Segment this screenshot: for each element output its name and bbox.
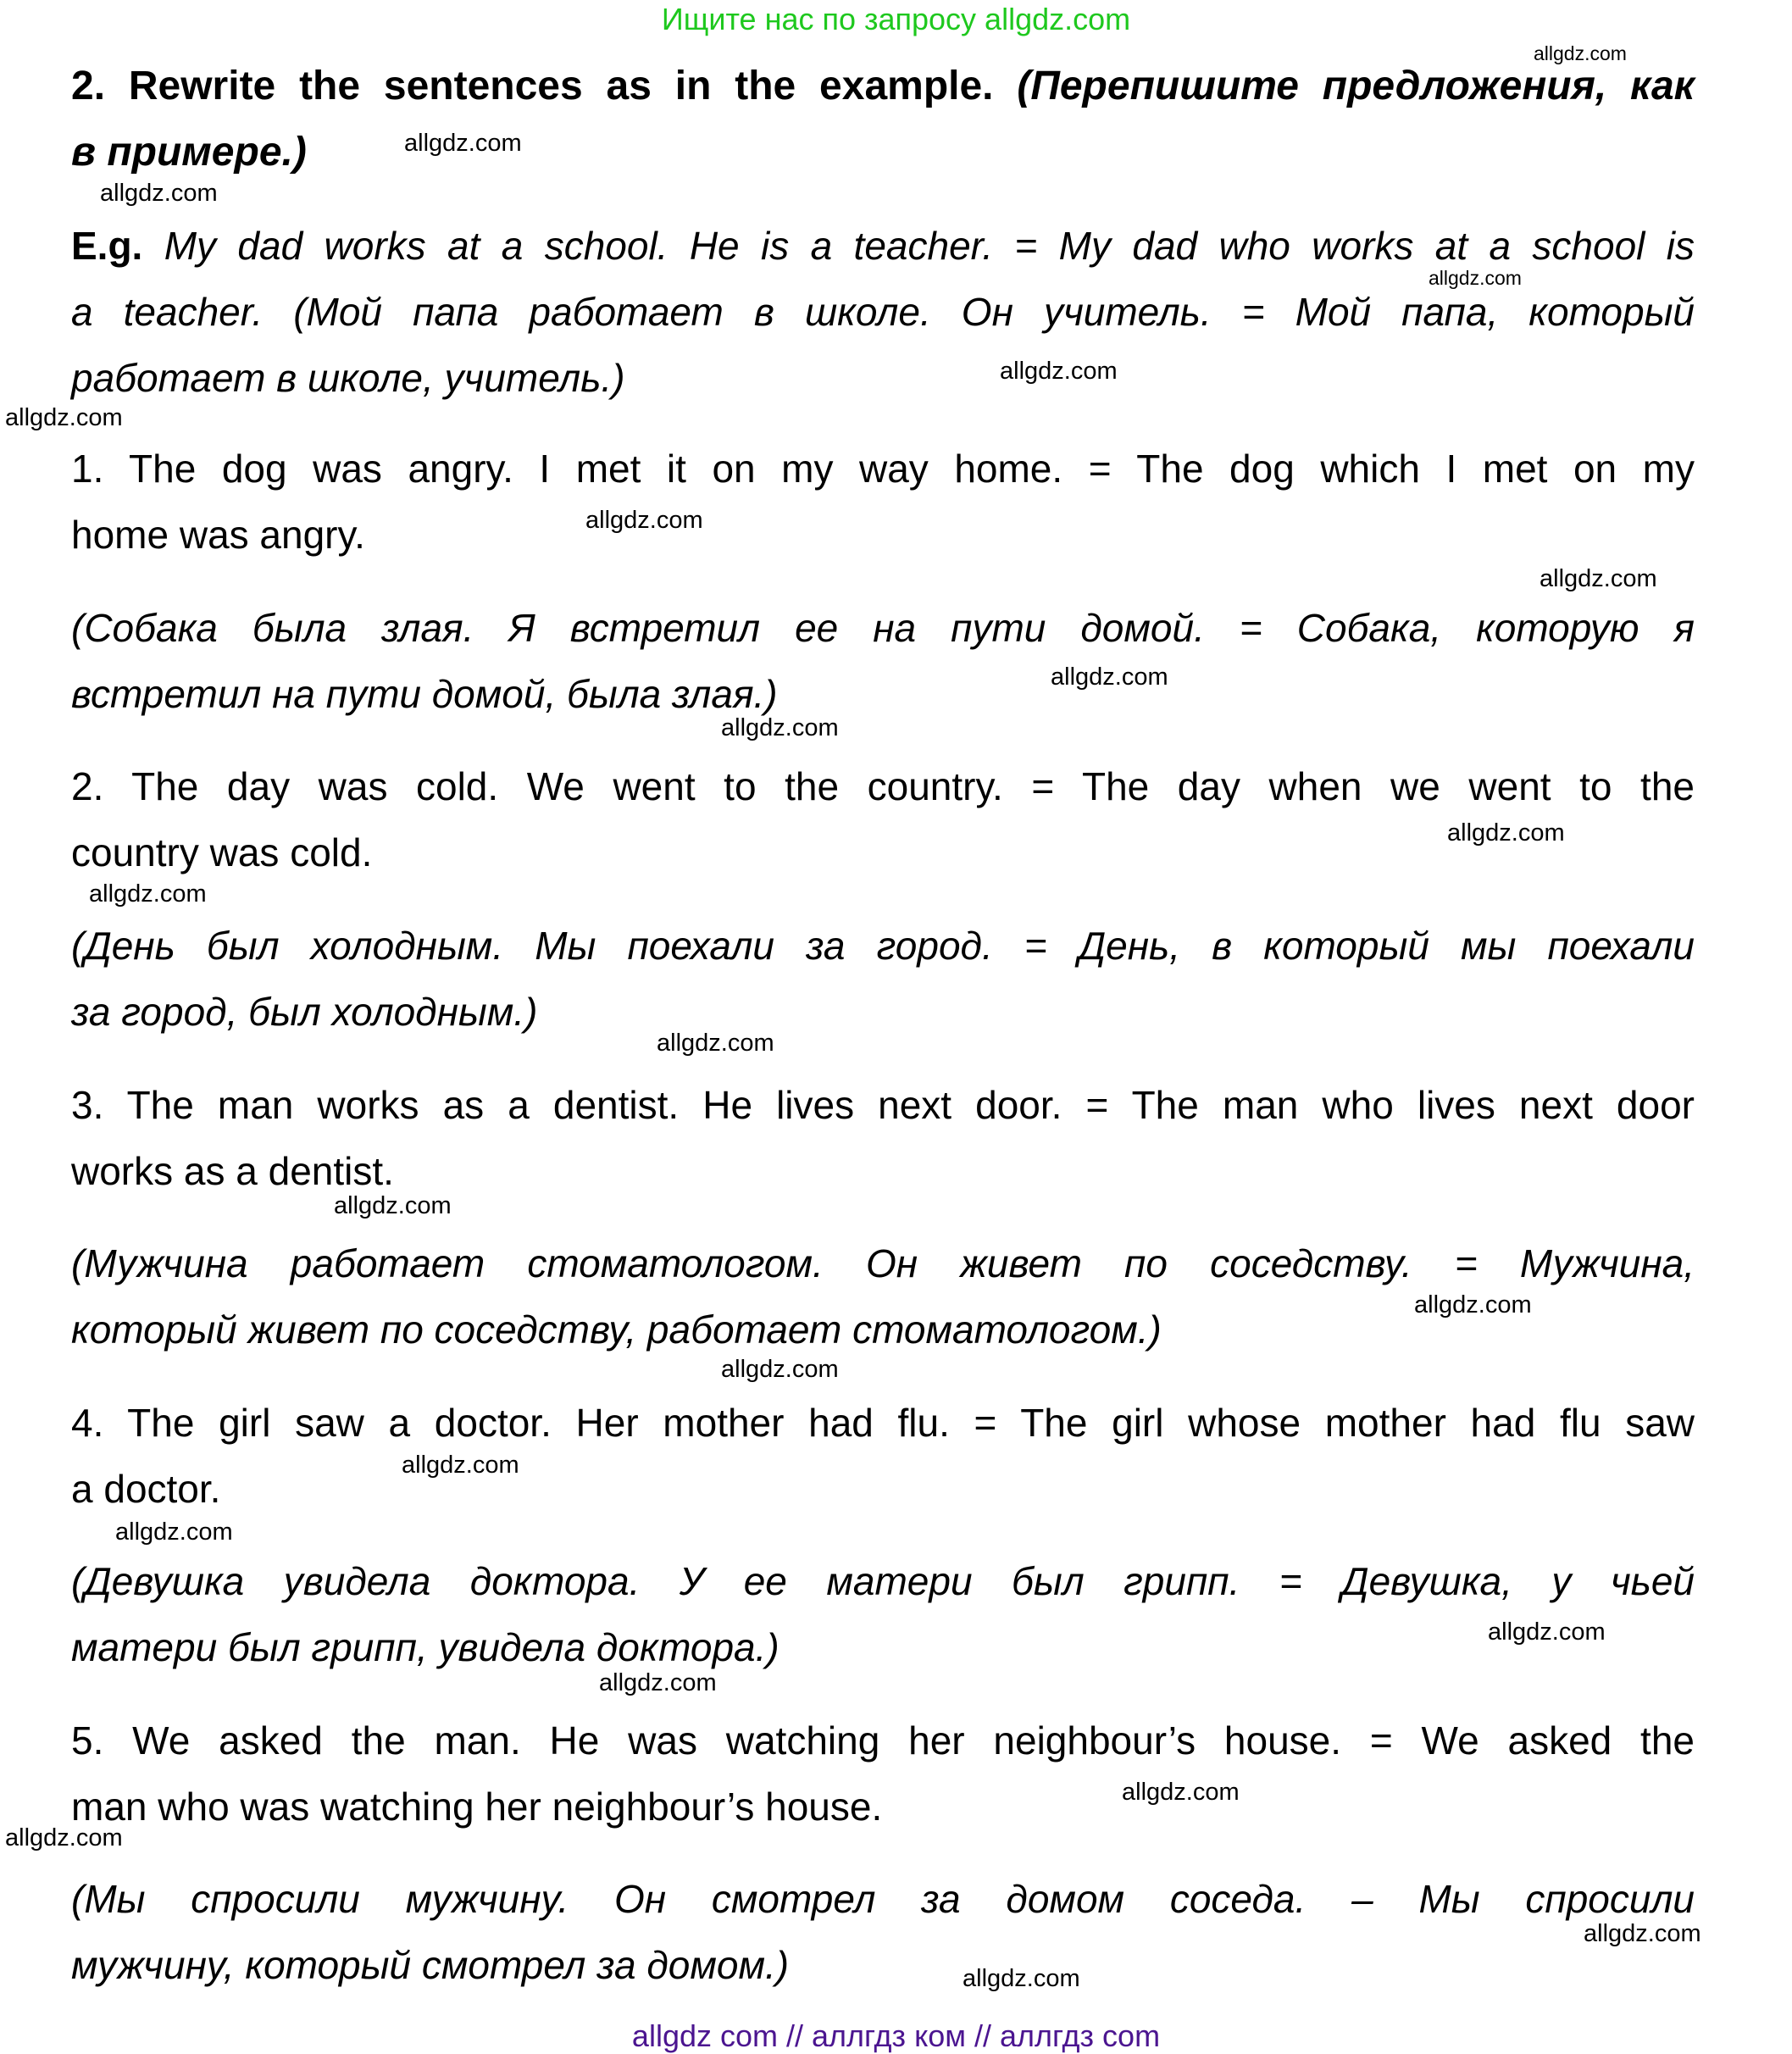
watermark: allgdz.com [334,1192,452,1219]
line: встретил на пути домой, была злая.) [71,672,778,716]
heading-ru: (Перепишите предложения, как [1017,64,1695,108]
item-2-ru [71,913,1695,1045]
watermark: allgdz.com [5,1824,123,1851]
watermark: allgdz.com [585,507,703,534]
line: 4. The girl saw a doctor. Her mother had flu. = The girl whose mother had flu saw [71,1401,1695,1445]
heading-ru-2: в примере.) [71,130,307,175]
line: (Мужчина работает стоматологом. Он живет по соседству. = Мужчина, [71,1241,1695,1285]
watermark: allgdz.com [1000,358,1118,385]
watermark: allgdz.com [1540,565,1657,592]
watermark: allgdz.com [1414,1291,1532,1318]
watermark: allgdz.com [599,1669,717,1696]
line: (Собака была злая. Я встретил ее на пути домой. = Собака, которую я [71,606,1695,650]
watermark: allgdz.com [402,1452,519,1479]
watermark: allgdz.com [1429,267,1522,289]
line: 5. We asked the man. He was watching her neighbour’s house. = We asked the [71,1718,1695,1763]
line: (День был холодным. Мы поехали за город. = День, в который мы поехали [71,924,1695,968]
line: works as a dentist. [71,1149,394,1193]
watermark: allgdz.com [1447,819,1565,847]
line: a doctor. [71,1467,221,1511]
watermark: allgdz.com [657,1030,774,1057]
watermark: allgdz.com [404,130,522,157]
example-label: E.g. [71,224,143,268]
line: матери был грипп, увидела доктора.) [71,1625,779,1669]
watermark: allgdz.com [1488,1618,1606,1646]
example-line-1: My dad works at a school. He is a teacher. = My dad who works at a school is [164,224,1695,268]
line: man who was watching her neighbour’s house. [71,1785,883,1829]
watermark: allgdz.com [963,1965,1080,1992]
watermark: allgdz.com [115,1518,233,1546]
item-5-en [71,1707,1695,1840]
line: за город, был холодным.) [71,990,538,1034]
line: 2. The day was cold. We went to the country. = The day when we went to the [71,764,1695,808]
item-1-en [71,436,1695,568]
line: мужчину, который смотрел за домом.) [71,1943,790,1987]
heading-en: 2. Rewrite the sentences as in the example. [71,64,994,108]
item-1-ru [71,595,1695,727]
item-3-en [71,1072,1695,1204]
watermark: allgdz.com [721,714,839,741]
item-4-ru [71,1548,1695,1680]
footer-links: allgdz com // аллгдз ком // аллгдз com [631,2018,1161,2053]
item-5-ru [71,1866,1695,1998]
example-block [71,213,1695,411]
line: (Девушка увидела доктора. У ее матери был грипп. = Девушка, у чьей [71,1559,1695,1603]
exercise-heading [71,53,1695,186]
watermark: allgdz.com [1534,42,1627,64]
watermark: allgdz.com [1122,1779,1240,1806]
line: home was angry. [71,513,365,557]
example-line-2: a teacher. (Мой папа работает в школе. Он учитель. = Мой папа, который [71,290,1695,334]
watermark: allgdz.com [100,180,218,207]
watermark: allgdz.com [89,880,207,908]
line: 3. The man works as a dentist. He lives next door. = The man who lives next door [71,1083,1695,1127]
watermark: allgdz.com [1584,1920,1701,1947]
example-line-3: работает в школе, учитель.) [71,356,625,400]
watermark: allgdz.com [1051,663,1168,691]
item-4-en [71,1390,1695,1522]
line: country was cold. [71,830,373,874]
line: (Мы спросили мужчину. Он смотрел за домом соседа. – Мы спросили [71,1877,1695,1921]
watermark: allgdz.com [721,1356,839,1383]
watermark: allgdz.com [5,404,123,431]
line: 1. The dog was angry. I met it on my way home. = The dog which I met on my [71,447,1695,491]
top-banner: Ищите нас по запросу allgdz.com [661,2,1131,36]
line: который живет по соседству, работает стоматологом.) [71,1307,1162,1352]
